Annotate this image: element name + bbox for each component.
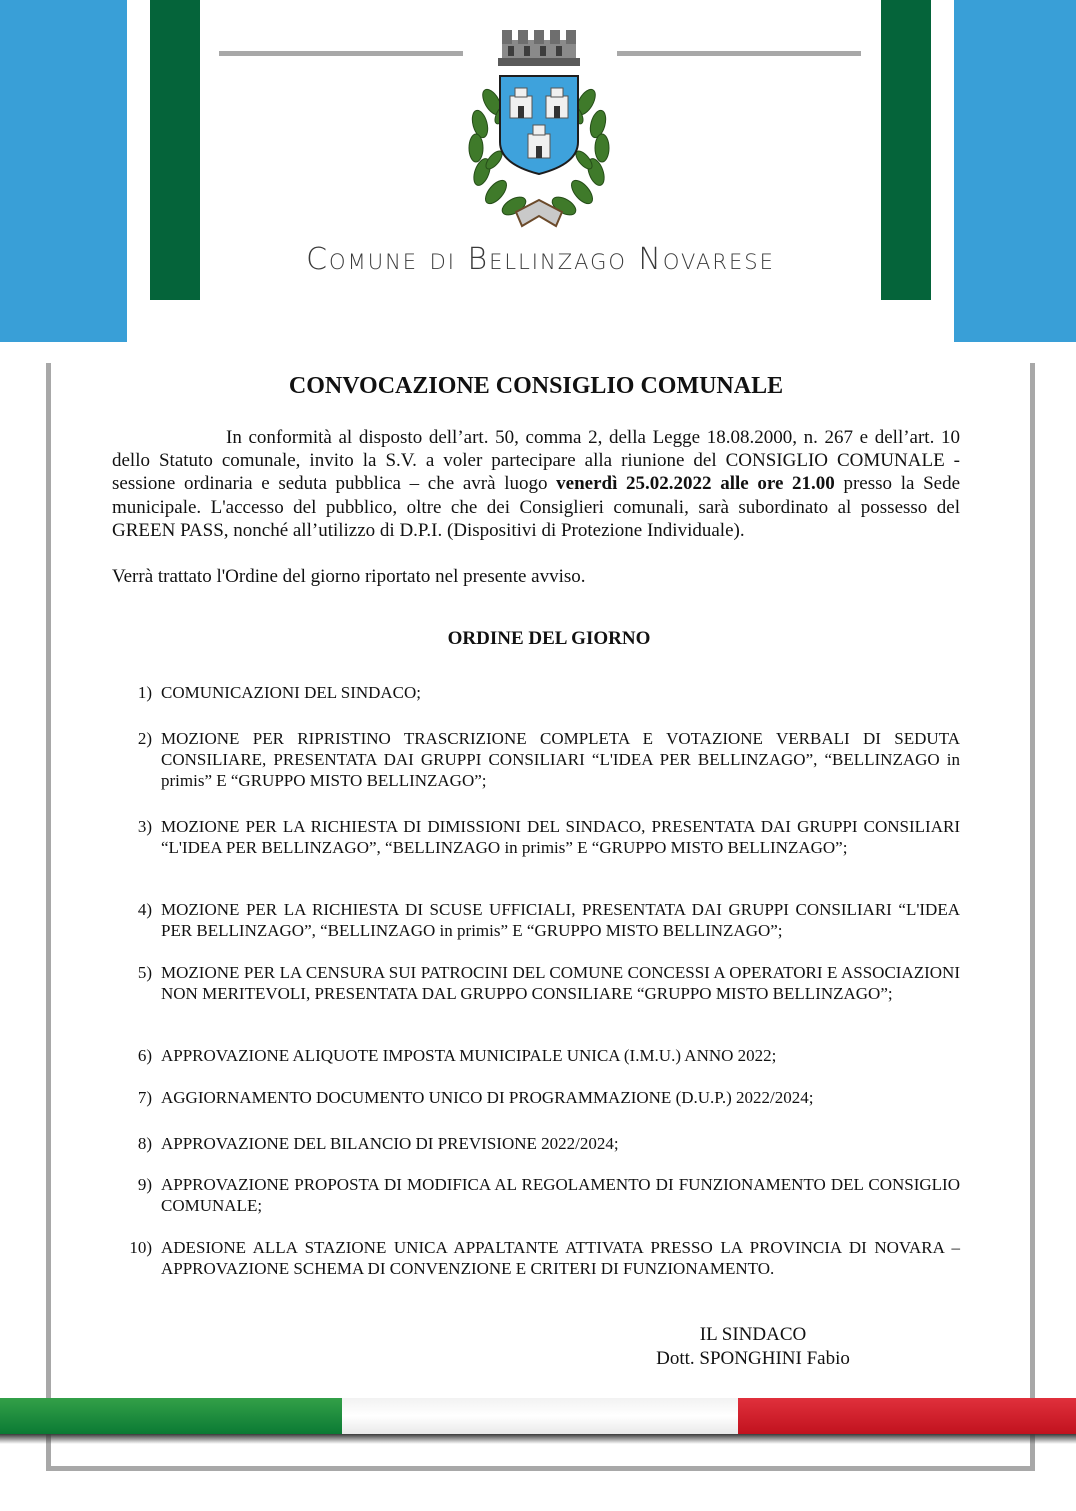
agenda-item-text: MOZIONE PER LA RICHIESTA DI SCUSE UFFICIALI, PRESENTATA DAI GRUPPI CONSILIARI “L'IDEA PER BELLINZAGO”, “BELLINZAGO in primis” E “GRUPPO MISTO BELLINZAGO”; — [161, 900, 960, 940]
flag-band-red — [738, 1398, 1076, 1434]
agenda-item-number: 10) — [129, 1238, 152, 1257]
agenda-item-number: 5) — [137, 963, 152, 982]
municipality-name: Comune di Bellinzago Novarese — [306, 242, 775, 277]
intro-text-part1: In conformità al disposto dell’art. 50, comma 2, della Legge 18.08.2000, n. 267 e dell’art. 10 dello Statuto comunale, invito la S.V. a voler partecipare alla riunione del CONSIGLIO COMUNALE - sessione ordinaria e seduta pubblica – che avrà luogo — [112, 427, 960, 495]
agenda-item-text: MOZIONE PER LA CENSURA SUI PATROCINI DEL COMUNE CONCESSI A OPERATORI E ASSOCIAZIONI NON MERITEVOLI, PRESENTATA DAL GRUPPO CONSILIARE “GRUPPO MISTO BELLINZAGO”; — [161, 963, 960, 1003]
flag-shadow — [0, 1434, 1076, 1444]
agenda-item-text: APPROVAZIONE DEL BILANCIO DI PREVISIONE 2022/2024; — [161, 1134, 619, 1153]
agenda-item-text: APPROVAZIONE ALIQUOTE IMPOSTA MUNICIPALE UNICA (I.M.U.) ANNO 2022; — [161, 1046, 777, 1065]
agenda-item-text: ADESIONE ALLA STAZIONE UNICA APPALTANTE ATTIVATA PRESSO LA PROVINCIA DI NOVARA – APPROVAZIONE SCHEMA DI CONVENZIONE E CRITERI DI FUNZIONAMENTO. — [161, 1238, 960, 1278]
frame-border-bottom — [46, 1466, 1035, 1471]
agenda-item-number: 9) — [137, 1175, 152, 1194]
header-green-band-left — [150, 0, 200, 300]
document-title: CONVOCAZIONE CONSIGLIO COMUNALE — [288, 373, 784, 399]
meeting-date-time: venerdì 25.02.2022 alle ore 21.00 — [556, 473, 835, 495]
signature-block — [600, 1323, 906, 1370]
agenda-item-number: 4) — [137, 900, 152, 919]
signature-name: Dott. SPONGHINI Fabio — [656, 1347, 850, 1369]
header-green-band-right — [881, 0, 931, 300]
frame-border-right — [1030, 363, 1035, 1471]
header-blue-band-left — [0, 0, 127, 342]
agenda-item-text: COMUNICAZIONI DEL SINDACO; — [161, 683, 422, 702]
agenda-item-number: 2) — [137, 729, 152, 748]
agenda-item-number: 3) — [137, 817, 152, 836]
agenda-item-text: MOZIONE PER RIPRISTINO TRASCRIZIONE COMPLETA E VOTAZIONE VERBALI DI SEDUTA CONSILIARE, PRESENTATA DAI GRUPPI CONSILIARI “L'IDEA PER BELLINZAGO”, “BELLINZAGO in primis” E “GRUPPO MISTO BELLINZAGO”; — [161, 729, 960, 790]
agenda-item-text: APPROVAZIONE PROPOSTA DI MODIFICA AL REGOLAMENTO DI FUNZIONAMENTO DEL CONSIGLIO COMUNALE; — [161, 1175, 960, 1215]
header-blue-band-right — [954, 0, 1076, 342]
agenda-item-number: 7) — [137, 1088, 152, 1107]
intro-text-part2: presso la Sede municipale. L'accesso del pubblico, oltre che dei Consiglieri comunali, sarà subordinato al possesso del GREEN PASS, nonché all’utilizzo di D.P.I. (Dispositivi di Protezione Individuale). — [112, 473, 961, 541]
agenda-notice: Verrà trattato l'Ordine del giorno riportato nel presente avviso. — [112, 566, 586, 587]
agenda-item-number: 6) — [137, 1046, 152, 1065]
header-divider-left — [219, 51, 463, 56]
agenda-title: ORDINE DEL GIORNO — [447, 628, 651, 649]
signature-role: IL SINDACO — [699, 1324, 807, 1345]
flag-band-white — [342, 1398, 738, 1434]
agenda-item-number: 8) — [137, 1134, 152, 1153]
coat-of-arms-icon — [458, 24, 620, 236]
frame-border-left — [46, 363, 51, 1471]
agenda-item-number: 1) — [137, 683, 152, 702]
header-divider-right — [617, 51, 861, 56]
agenda-item-text: AGGIORNAMENTO DOCUMENTO UNICO DI PROGRAMMAZIONE (D.U.P.) 2022/2024; — [161, 1088, 814, 1107]
intro-paragraph — [112, 426, 960, 542]
flag-band-green — [0, 1398, 342, 1434]
agenda-item-text: MOZIONE PER LA RICHIESTA DI DIMISSIONI DEL SINDACO, PRESENTATA DAI GRUPPI CONSILIARI “L'IDEA PER BELLINZAGO”, “BELLINZAGO in primis” E “GRUPPO MISTO BELLINZAGO”; — [161, 817, 960, 857]
